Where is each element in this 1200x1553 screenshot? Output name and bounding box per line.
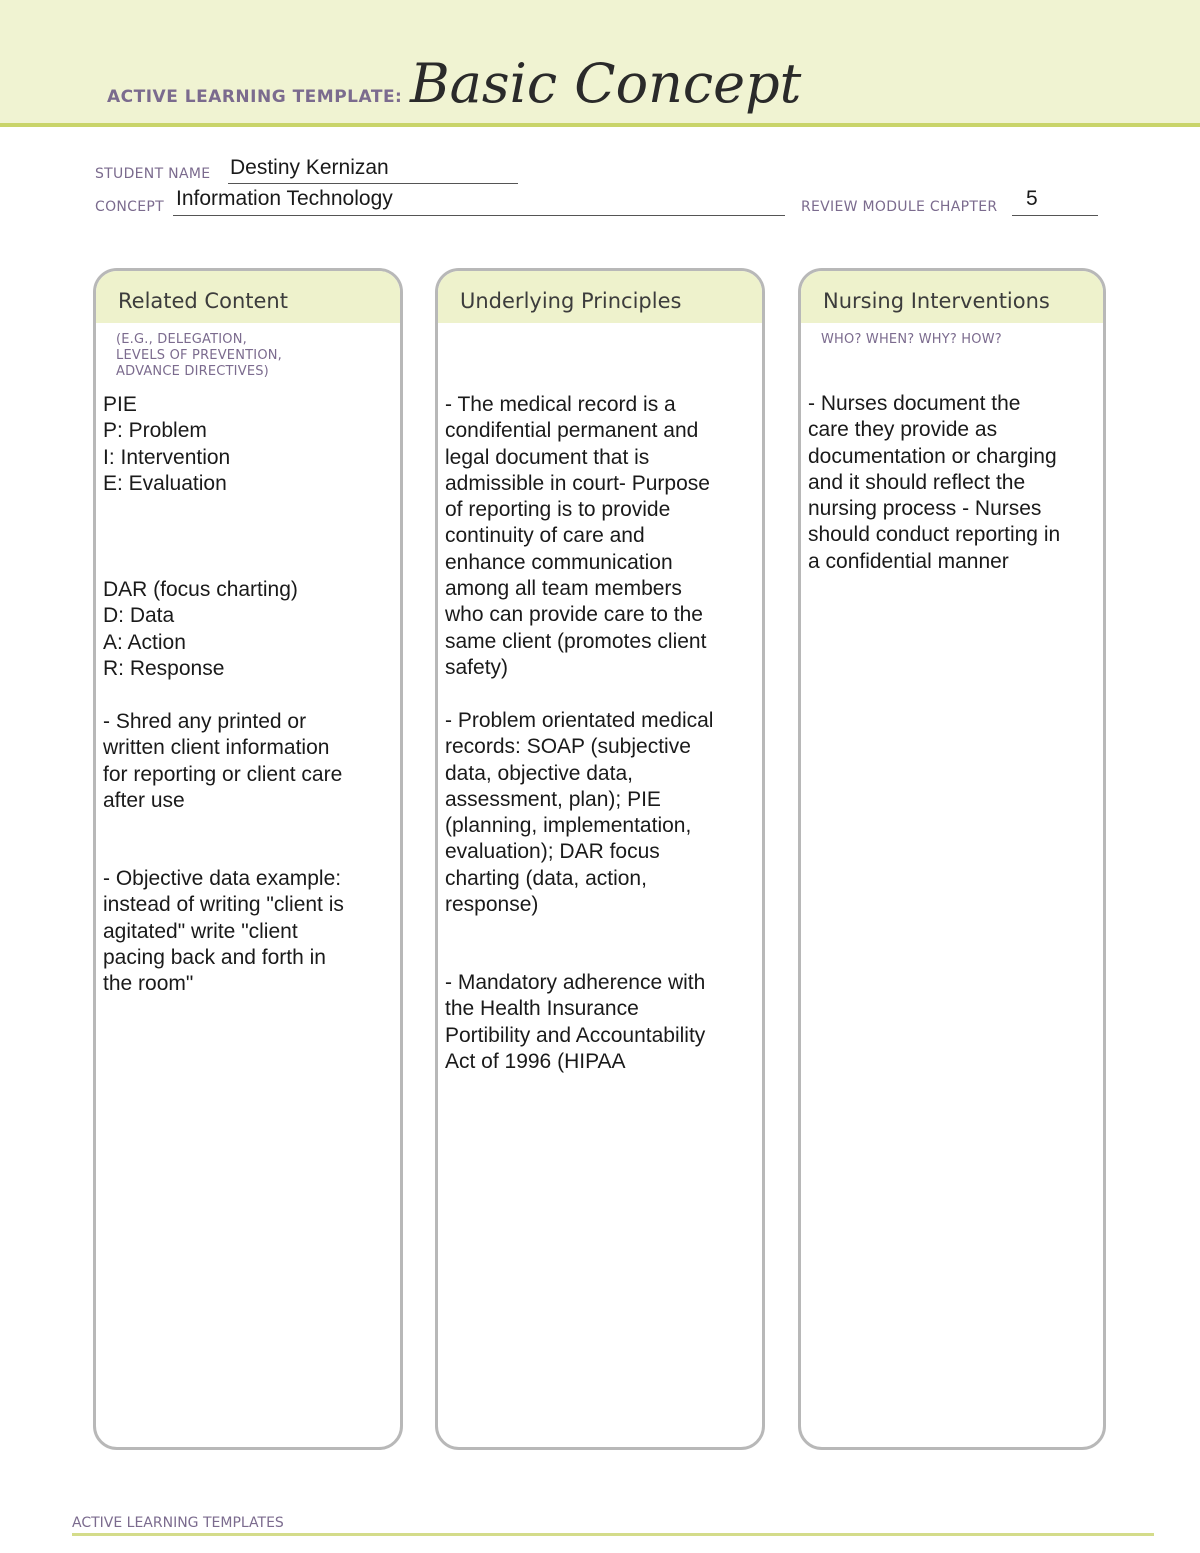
- related-block-objective[interactable]: - Objective data example: instead of writing "client is agitated" write "client pacing back and forth in the room": [103, 867, 344, 996]
- related-content-title: Related Content: [118, 289, 288, 313]
- underlying-block-hipaa[interactable]: - Mandatory adherence with the Health Insurance Portibility and Accountability Act of 1996 (HIPAA: [445, 971, 706, 1073]
- template-title: Basic Concept: [410, 52, 802, 115]
- underlying-principles-title: Underlying Principles: [460, 289, 682, 313]
- related-block-shred[interactable]: - Shred any printed or written client information for reporting or client care after use: [103, 710, 343, 812]
- footer-divider: [72, 1533, 1154, 1536]
- header-divider: [0, 123, 1200, 127]
- concept-field[interactable]: Information Technology: [176, 187, 393, 210]
- underlying-block-record[interactable]: - The medical record is a condifential permanent and legal document that is admissible in court- Purpose of reporting is to provide continuity of care and enhance communication among all team members who can provide care to the same client (promotes client safety): [445, 393, 710, 679]
- student-name-line: [228, 183, 518, 184]
- underlying-block-soap[interactable]: - Problem orientated medical records: SOAP (subjective data, objective data, assessment, plan); PIE (planning, implementation, evaluation); DAR focus charting (data, action, response): [445, 709, 714, 917]
- subtitle-line: LEVELS OF PREVENTION,: [116, 348, 283, 363]
- review-module-label: REVIEW MODULE CHAPTER: [801, 199, 998, 215]
- concept-label: CONCEPT: [95, 199, 164, 215]
- nursing-interventions-title: Nursing Interventions: [823, 289, 1050, 313]
- related-block-dar[interactable]: DAR (focus charting) D: Data A: Action R: Response: [103, 578, 298, 680]
- subtitle-line: ADVANCE DIRECTIVES): [116, 364, 269, 379]
- nursing-block-document[interactable]: - Nurses document the care they provide as documentation or charging and it should reflect the nursing process - Nurses should conduct reporting in a confidential manner: [808, 392, 1061, 573]
- footer-label: ACTIVE LEARNING TEMPLATES: [72, 1515, 284, 1531]
- related-content-subtitle: [116, 332, 282, 380]
- related-content-card: [93, 268, 403, 1450]
- nursing-interventions-subtitle: WHO? WHEN? WHY? HOW?: [821, 332, 1002, 347]
- concept-line: [173, 215, 785, 216]
- student-name-field[interactable]: Destiny Kernizan: [230, 156, 389, 179]
- review-module-line: [1012, 215, 1098, 216]
- student-name-label: STUDENT NAME: [95, 166, 211, 182]
- template-label: ACTIVE LEARNING TEMPLATE:: [107, 87, 403, 107]
- related-block-pie[interactable]: PIE P: Problem I: Intervention E: Evaluation: [103, 393, 231, 495]
- subtitle-line: (E.G., DELEGATION,: [116, 332, 247, 347]
- underlying-principles-card: [435, 268, 765, 1450]
- nursing-interventions-card: [798, 268, 1106, 1450]
- review-module-field[interactable]: 5: [1026, 187, 1038, 210]
